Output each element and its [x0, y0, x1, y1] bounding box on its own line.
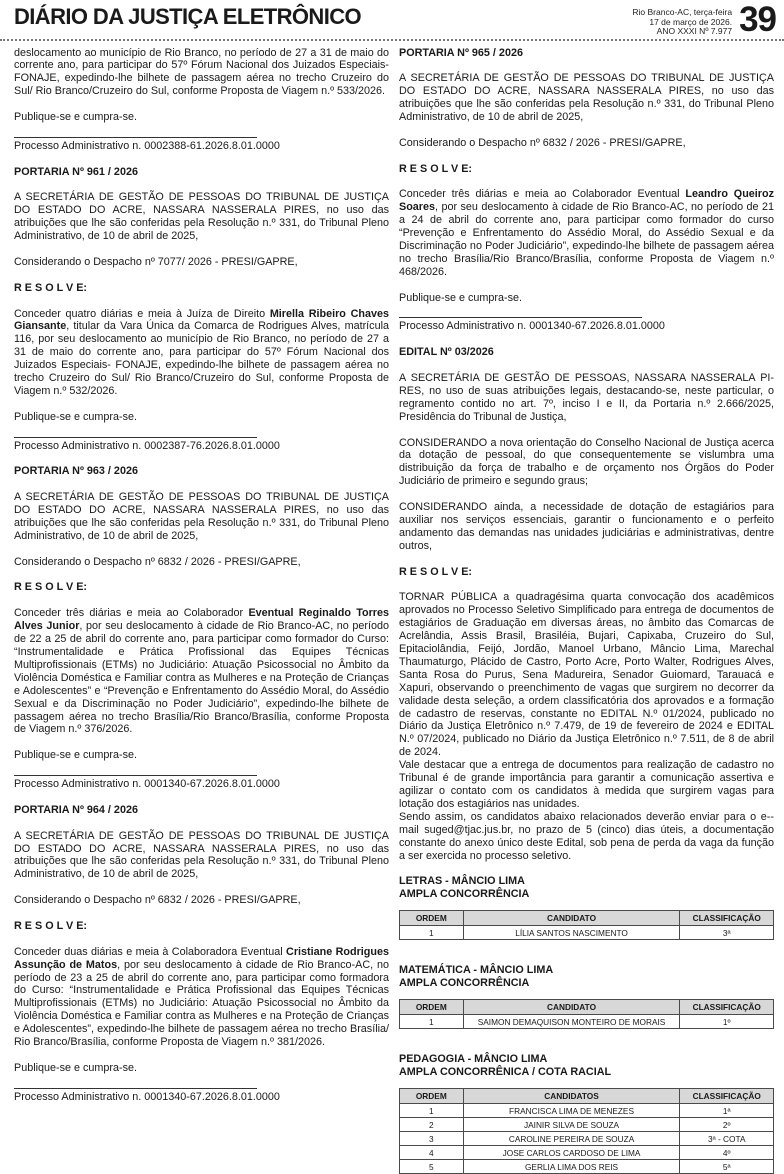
signature-rule: [399, 317, 642, 318]
cell-ordem: 3: [400, 1132, 464, 1146]
col-classificacao: CLASSIFICAÇÃO: [680, 1089, 774, 1104]
section-title-letras: [399, 875, 774, 901]
left-column: [14, 47, 389, 1174]
cell-classificacao: 3ª: [680, 926, 774, 940]
section-title-line: PEDAGOGIA - MÂNCIO LIMA: [399, 1053, 774, 1066]
publish-line: Publique-se e cumpra-se.: [14, 749, 389, 762]
grant-paragraph-965: [399, 188, 774, 278]
grant-text: Conceder quatro diárias e meia à Juíza de Direito: [14, 308, 270, 320]
cell-candidato: CAROLINE PEREIRA DE SOUZA: [463, 1132, 680, 1146]
edital-paragraph: Vale destacar que a entrega de documentos para realização de cadastro no Tribunal é de grande importância para garantir a comunicação assertiva e agilizar o contato com os candidatos à medida que surgirem vagas para lotação dos estagiários nas unidades.: [399, 759, 774, 811]
two-column-body: [0, 41, 784, 1174]
table-header-row: [400, 1089, 774, 1104]
cell-candidato: JOSE CARLOS CARDOSO DE LIMA: [463, 1146, 680, 1160]
signature-rule: [14, 137, 257, 138]
table-row: [400, 1118, 774, 1132]
grant-text: , por seu deslocamento à cidade de Rio Branco-AC, no período de 21 a 24 de abril do corrente ano, para participar como formador do curso “Prevenção e Enfrentamento do Assédio Moral, do Assédio Sexual e da Discriminação no Poder Judiciário”, expedindo-lhe bilhete de passagem aérea no trecho Brasília/Rio Branco/Brasília, conforme Proposta de Viagem n.º 468/2026.: [399, 201, 774, 278]
candidates-table-matematica: [399, 999, 774, 1029]
edition-meta: [632, 5, 732, 37]
secretaria-paragraph: A SECRETÁRIA DE GESTÃO DE PESSOAS DO TRIBUNAL DE JUSTIÇA DO ESTADO DO ACRE, NASSARA NASSERALA PIRES, no uso das atribuições que lhe são conferidas pela Resolução n.º 331, do Tribunal Pleno Administrativo, de 10 de abril de 2025,: [14, 830, 389, 882]
cell-candidato: SAIMON DEMAQUISON MONTEIRO DE MORAIS: [463, 1015, 680, 1029]
processo-number: Processo Administrativo n. 0002387-76.2026.8.01.0000: [14, 440, 389, 453]
cell-ordem: 5: [400, 1160, 464, 1174]
edital-paragraph: CONSIDERANDO ainda, a necessidade de dotação de estagiários para auxiliar nos serviços essenciais, garantir o funcionamento e o perfeito andamento das demandas nas unidades judiciárias e administrativas, dentre outros,: [399, 501, 774, 553]
processo-number: Processo Administrativo n. 0001340-67.2026.8.01.0000: [399, 320, 774, 333]
col-classificacao: CLASSIFICAÇÃO: [680, 1000, 774, 1015]
col-ordem: ORDEM: [400, 1089, 464, 1104]
considerando-line: Considerando o Despacho nº 6832 / 2026 - PRESI/GAPRE,: [14, 556, 389, 569]
edital-paragraph: Sendo assim, os candidatos abaixo relacionados deverão enviar para o e--mail suged@tjac.jus.br, no prazo de 5 (cinco) dias úteis, a documentação constante do anexo único deste Edital, sob pena de perda da vaga da função a ser exercida no processo seletivo.: [399, 811, 774, 863]
resolve-line: R E S O L V E:: [14, 581, 389, 594]
col-classificacao: CLASSIFICAÇÃO: [680, 911, 774, 926]
table-row: [400, 1146, 774, 1160]
cell-ordem: 1: [400, 926, 464, 940]
signature-rule: [14, 775, 257, 776]
resolve-line: R E S O L V E:: [399, 163, 774, 176]
processo-number: Processo Administrativo n. 0002388-61.2026.8.01.0000: [14, 140, 389, 153]
grant-text: , por seu deslocamento à cidade de Rio Branco-AC, no período de 23 a 25 de abril do corrente ano, para participar como formadora do Curso: “Instrumentalidade e Prática Profissional das Equipes Técnicas Multiprofissionais (ETMs) no Judiciário: Atuação Psicossocial no Âmbito da Violência Doméstica e Familiar contra as Mulheres e na Proteção de Crianças e Adolescentes”, expedindo-lhe bilhete de passagem aérea no trecho Brasília/ Rio Branco/Brasília, conforme Proposta de Viagem n.º 381/2026.: [14, 959, 389, 1048]
cell-ordem: 2: [400, 1118, 464, 1132]
meta-edition-line: ANO XXXI Nº 7.977: [632, 27, 732, 37]
table-row: [400, 1104, 774, 1118]
secretaria-paragraph: A SECRETÁRIA DE GESTÃO DE PESSOAS DO TRIBUNAL DE JUSTIÇA DO ESTADO DO ACRE, NASSARA NASSERALA PIRES, no uso das atribuições que lhe são conferidas pela Resolução n.º 331, do Tribunal Pleno Administrativo, de 10 de abril de 2025,: [14, 491, 389, 543]
cell-classificacao: 4º: [680, 1146, 774, 1160]
cell-classificacao: 1ª: [680, 1104, 774, 1118]
considerando-line: Considerando o Despacho nº 7077/ 2026 - PRESI/GAPRE,: [14, 256, 389, 269]
candidates-table-pedagogia: [399, 1088, 774, 1174]
table-row: [400, 1160, 774, 1174]
grant-text: Conceder três diárias e meia ao Colaborador Eventual: [399, 188, 685, 200]
meta-date-line: 17 de março de 2026.: [632, 18, 732, 28]
cell-classificacao: 2º: [680, 1118, 774, 1132]
processo-number: Processo Administrativo n. 0001340-67.2026.8.01.0000: [14, 778, 389, 791]
signature-rule: [14, 437, 257, 438]
cell-classificacao: 3ª - COTA: [680, 1132, 774, 1146]
table-row: [400, 1132, 774, 1146]
signature-rule: [14, 1088, 257, 1089]
processo-number: Processo Administrativo n. 0001340-67.2026.8.01.0000: [14, 1091, 389, 1104]
table-header-row: [400, 911, 774, 926]
cell-candidato: JAINIR SILVA DE SOUZA: [463, 1118, 680, 1132]
table-row: [400, 1015, 774, 1029]
grant-text: , titular da Vara Única da Comarca de Rodrigues Alves, matrícula 116, por seu deslocamento ao município de Rio Branco, no período de 27 a 31 de maio do corrente ano, para participar do 57º Fórum Nacional dos Juizados Especiais- FONAJE, expedindo-lhe bilhete de passagem aérea no trecho Cruzeiro do Sul/ Rio Branco/Cruzeiro do Sul, conforme Proposta de Viagem n.º 532/2026.: [14, 320, 389, 397]
portaria-963-heading: PORTARIA Nº 963 / 2026: [14, 465, 389, 478]
cell-ordem: 1: [400, 1104, 464, 1118]
page-number: 39: [739, 5, 776, 34]
resolve-line: R E S O L V E:: [14, 920, 389, 933]
continuation-paragraph: deslocamento ao município de Rio Branco, no período de 27 a 31 de maio do corrente ano, para participar do 57º Fórum Nacional dos Juizados Especiais- FONAJE, expedindo-lhe bilhete de passagem aérea no trecho Cruzeiro do Sul/ Rio Branco/Cruzeiro do Sul, conforme Proposta de Viagem n.º 533/2026.: [14, 47, 389, 99]
grant-text: , por seu deslocamento à cidade de Rio Branco-AC, no período de 22 a 25 de abril do corrente ano, para participar como formador do Curso: “Instrumentalidade e Prática Profissional das Equipes Técnicas Multiprofissionais (ETMs) no Judiciário: Atuação Psicossocial no Âmbito da Violência Doméstica e Familiar contra as Mulheres e na Proteção de Crianças e Adolescentes” e “Prevenção e Enfrentamento do Assédio Moral, do Assédio Sexual e da Discriminação no Poder Judiciário”, expedindo-lhe bilhete de passagem aérea no trecho Brasília/Rio Branco/Brasília, conforme Proposta de Viagem n.º 376/2026.: [14, 620, 389, 735]
resolve-line: R E S O L V E:: [399, 566, 774, 579]
grantee-name: Cristiane Rodrigues Assunção de Matos: [14, 946, 389, 971]
candidates-table-letras: [399, 910, 774, 940]
edital-paragraph: CONSIDERANDO a nova orientação do Conselho Nacional de Justiça acerca da dotação de pessoal, do que consequentemente se vislumbra uma distribuição da força de trabalho e de orçamento nos Órgãos do Poder Judiciário de primeiro e segundo graus;: [399, 437, 774, 489]
edital-paragraph: TORNAR PÚBLICA a quadragésima quarta convocação dos acadêmicos aprovados no Processo Seletivo Simplificado para entrega de documentos de estagiários de Graduação em diversas áreas, no âmbito das Comarcas de Acrelândia, Assis Brasil, Brasiléia, Bujari, Capixaba, Cruzeiro do Sul, Epitaciolândia, Feijó, Jordão, Manoel Urbano, Mâncio Lima, Marechal Thaumaturgo, Plácido de Castro, Porto Acre, Porto Walter, Rodrigues Alves, Santa Rosa do Purus, Sena Madureira, Senador Guiomard, Tarauacá e Xapuri, observando o preenchimento de vagas que surgirem no decorrer da validade desta seleção, a ordem classificatória dos aprovados e a formação de cadastro de reservas, constante no EDITAL N.º 01/2024, publicado no Diário da Justiça Eletrônico n.º 7.479, de 19 de fevereiro de 2024 e EDITAL N.º 07/2024, publicado no Diário da Justiça Eletrônico n.º 7.511, de 8 de abril de 2024.: [399, 591, 774, 759]
table-row: [400, 926, 774, 940]
secretaria-paragraph: A SECRETÁRIA DE GESTÃO DE PESSOAS DO TRIBUNAL DE JUSTIÇA DO ESTADO DO ACRE, NASSARA NASSERALA PIRES, no uso das atribuições que lhe são conferidas pela Resolução n.º 331, do Tribunal Pleno Administrativo, de 10 de abril de 2025,: [14, 191, 389, 243]
publish-line: Publique-se e cumpra-se.: [14, 1062, 389, 1075]
cell-candidato: FRANCISCA LIMA DE MENEZES: [463, 1104, 680, 1118]
right-column: [399, 47, 774, 1174]
grant-paragraph-964: [14, 946, 389, 1049]
col-candidato: CANDIDATO: [463, 1000, 680, 1015]
grantee-name: Mirella Ribeiro Chaves Giansante: [14, 308, 389, 333]
cell-classificacao: 5ª: [680, 1160, 774, 1174]
cell-candidato: LÍLIA SANTOS NASCIMENTO: [463, 926, 680, 940]
portaria-965-heading: PORTARIA Nº 965 / 2026: [399, 47, 774, 60]
publish-line: Publique-se e cumpra-se.: [14, 411, 389, 424]
portaria-961-heading: PORTARIA Nº 961 / 2026: [14, 166, 389, 179]
section-title-line: AMPLA CONCORRÊNCIA: [399, 977, 774, 990]
grant-text: Conceder duas diárias e meia à Colaboradora Eventual: [14, 946, 286, 958]
cell-classificacao: 1º: [680, 1015, 774, 1029]
publish-line: Publique-se e cumpra-se.: [399, 292, 774, 305]
cell-candidato: GERLIA LIMA DOS REIS: [463, 1160, 680, 1174]
section-title-matematica: [399, 964, 774, 990]
table-header-row: [400, 1000, 774, 1015]
col-candidato: CANDIDATOS: [463, 1089, 680, 1104]
considerando-line: Considerando o Despacho nº 6832 / 2026 - PRESI/GAPRE,: [399, 137, 774, 150]
cell-ordem: 4: [400, 1146, 464, 1160]
portaria-964-heading: PORTARIA Nº 964 / 2026: [14, 804, 389, 817]
meta-city-line: Rio Branco-AC, terça-feira: [632, 8, 732, 18]
section-title-line: AMPLA CONCORRÊNCIA: [399, 888, 774, 901]
page-header: [0, 0, 784, 41]
section-title-line: AMPLA CONCORRÊNICA / COTA RACIAL: [399, 1066, 774, 1079]
col-candidato: CANDIDATO: [463, 911, 680, 926]
grantee-name: Eventual Reginaldo Torres Alves Junior: [14, 607, 389, 632]
secretaria-paragraph: A SECRETÁRIA DE GESTÃO DE PESSOAS DO TRIBUNAL DE JUSTIÇA DO ESTADO DO ACRE, NASSARA NASSERALA PIRES, no uso das atribuições que lhe são conferidas pela Resolução n.º 331, do Tribunal Pleno Administrativo, de 10 de abril de 2025,: [399, 72, 774, 124]
grant-paragraph-963: [14, 607, 389, 736]
col-ordem: ORDEM: [400, 1000, 464, 1015]
edital-paragraph: A SECRETÁRIA DE GESTÃO DE PESSOAS, NASSARA NASSERALA PI-RES, no uso de suas atribuições legais, destacando-se, neste particular, o regramento contido no art. 7º, inciso I e II, da Portaria n.º 2.666/2025, Presidência do Tribunal de Justiça,: [399, 372, 774, 424]
section-title-line: MATEMÁTICA - MÂNCIO LIMA: [399, 964, 774, 977]
grant-paragraph-961: [14, 308, 389, 398]
col-ordem: ORDEM: [400, 911, 464, 926]
grantee-name: Leandro Queiroz Soares: [399, 188, 774, 213]
section-title-pedagogia: [399, 1053, 774, 1079]
page-title: DIÁRIO DA JUSTIÇA ELETRÔNICO: [14, 5, 361, 29]
resolve-line: R E S O L V E:: [14, 282, 389, 295]
edital-heading: EDITAL Nº 03/2026: [399, 346, 774, 359]
grant-text: Conceder três diárias e meia ao Colaborador: [14, 607, 248, 619]
publish-line: Publique-se e cumpra-se.: [14, 111, 389, 124]
considerando-line: Considerando o Despacho nº 6832 / 2026 - PRESI/GAPRE,: [14, 894, 389, 907]
section-title-line: LETRAS - MÂNCIO LIMA: [399, 875, 774, 888]
cell-ordem: 1: [400, 1015, 464, 1029]
